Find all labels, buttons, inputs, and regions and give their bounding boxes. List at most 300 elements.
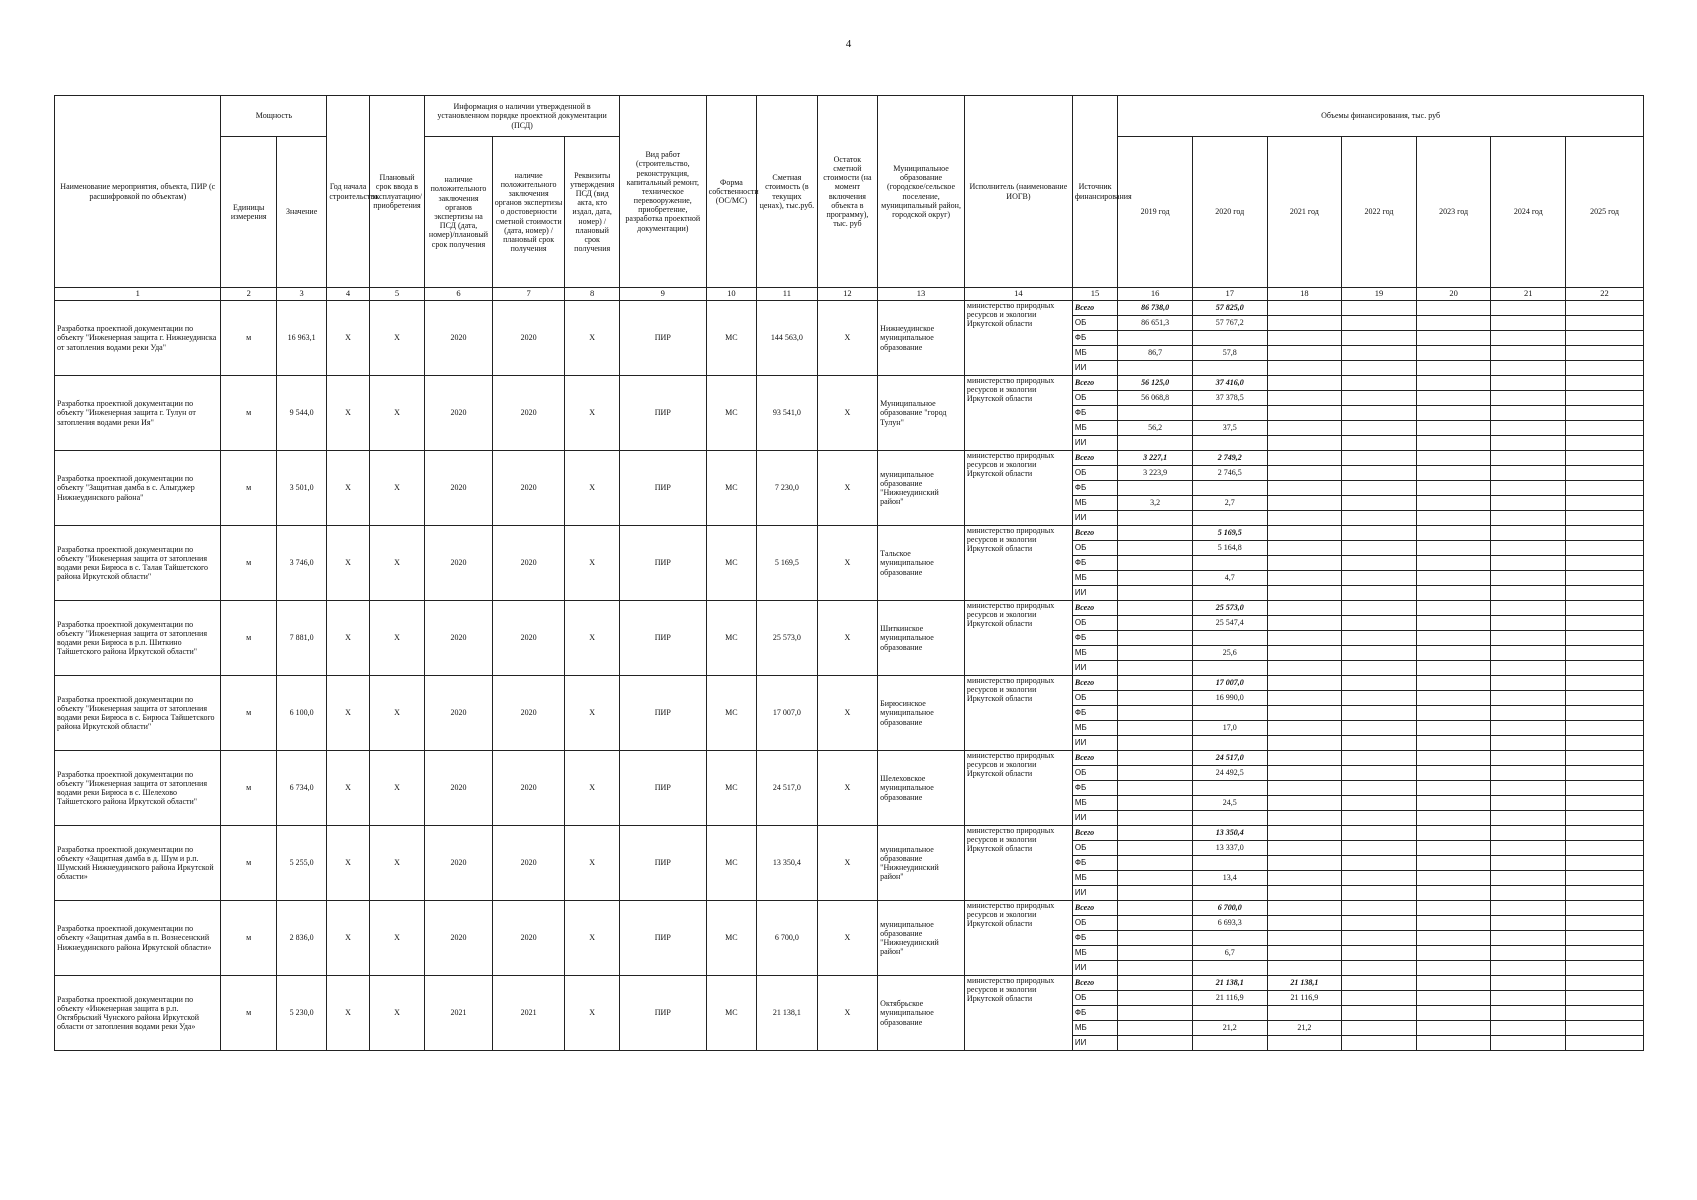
- funding-cell: [1416, 466, 1491, 481]
- funding-cell: [1416, 1021, 1491, 1036]
- funding-cell: [1566, 736, 1644, 751]
- ownership-cell: МС: [706, 601, 756, 676]
- start-year-cell: Х: [327, 601, 369, 676]
- remaining-cost-cell: Х: [817, 376, 878, 451]
- source-label: Всего: [1072, 301, 1117, 316]
- funding-cell: [1267, 751, 1342, 766]
- funding-cell: [1566, 451, 1644, 466]
- funding-cell: [1342, 676, 1417, 691]
- funding-cell: [1267, 661, 1342, 676]
- column-number: 16: [1118, 288, 1193, 301]
- funding-cell: [1416, 586, 1491, 601]
- funding-cell: [1416, 841, 1491, 856]
- work-type-cell: ПИР: [619, 676, 706, 751]
- executor-cell: министерство природных ресурсов и экологии Иркутской области: [964, 901, 1072, 976]
- funding-cell: [1118, 571, 1193, 586]
- funding-cell: [1342, 316, 1417, 331]
- source-label: ОБ: [1072, 466, 1117, 481]
- value-cell: 7 881,0: [276, 601, 326, 676]
- funding-cell: [1416, 301, 1491, 316]
- funding-cell: [1566, 796, 1644, 811]
- psd-positive-cell: 2020: [425, 826, 493, 901]
- executor-cell: министерство природных ресурсов и экологии Иркутской области: [964, 826, 1072, 901]
- funding-cell: [1118, 511, 1193, 526]
- source-label: ИИ: [1072, 886, 1117, 901]
- source-label: Всего: [1072, 601, 1117, 616]
- table-row: [55, 751, 1644, 766]
- funding-cell: [1491, 586, 1566, 601]
- ownership-cell: МС: [706, 526, 756, 601]
- funding-cell: [1566, 601, 1644, 616]
- funding-cell: [1491, 676, 1566, 691]
- funding-cell: [1491, 526, 1566, 541]
- funding-cell: [1118, 766, 1193, 781]
- planned-date-cell: Х: [369, 751, 424, 826]
- funding-cell: [1192, 736, 1267, 751]
- funding-cell: [1566, 616, 1644, 631]
- column-number: 5: [369, 288, 424, 301]
- funding-cell: [1566, 931, 1644, 946]
- column-number: 18: [1267, 288, 1342, 301]
- funding-cell: [1118, 646, 1193, 661]
- funding-cell: [1566, 841, 1644, 856]
- funding-cell: 57 825,0: [1192, 301, 1267, 316]
- funding-cell: [1416, 901, 1491, 916]
- municipality-cell: Нижнеудинское муниципальное образование: [878, 301, 965, 376]
- funding-cell: [1416, 796, 1491, 811]
- funding-cell: [1491, 391, 1566, 406]
- value-cell: 3 501,0: [276, 451, 326, 526]
- planned-date-cell: Х: [369, 301, 424, 376]
- funding-cell: [1192, 331, 1267, 346]
- psd-reliability-cell: 2020: [492, 826, 565, 901]
- funding-cell: [1118, 931, 1193, 946]
- psd-reliability-cell: 2020: [492, 901, 565, 976]
- funding-cell: [1267, 586, 1342, 601]
- funding-cell: [1267, 451, 1342, 466]
- funding-cell: 17 007,0: [1192, 676, 1267, 691]
- unit-cell: м: [221, 676, 276, 751]
- header-year: 2024 год: [1491, 137, 1566, 288]
- funding-cell: 6 700,0: [1192, 901, 1267, 916]
- funding-cell: [1342, 391, 1417, 406]
- source-label: ОБ: [1072, 991, 1117, 1006]
- funding-cell: [1416, 691, 1491, 706]
- psd-positive-cell: 2020: [425, 901, 493, 976]
- funding-cell: [1416, 856, 1491, 871]
- table-row: [55, 451, 1644, 466]
- funding-cell: [1118, 871, 1193, 886]
- funding-cell: [1491, 616, 1566, 631]
- funding-cell: 24,5: [1192, 796, 1267, 811]
- header-start-year: Год начала строительства: [327, 96, 369, 288]
- funding-cell: [1491, 496, 1566, 511]
- funding-cell: [1491, 661, 1566, 676]
- psd-requisites-cell: Х: [565, 376, 620, 451]
- header-source: Источник финансирования: [1072, 96, 1117, 288]
- psd-positive-cell: 2020: [425, 451, 493, 526]
- remaining-cost-cell: Х: [817, 676, 878, 751]
- funding-cell: 25,6: [1192, 646, 1267, 661]
- value-cell: 3 746,0: [276, 526, 326, 601]
- funding-cell: [1416, 871, 1491, 886]
- funding-cell: [1342, 706, 1417, 721]
- funding-cell: [1416, 646, 1491, 661]
- funding-cell: [1491, 436, 1566, 451]
- funding-cell: [1192, 781, 1267, 796]
- funding-cell: 37,5: [1192, 421, 1267, 436]
- funding-cell: [1342, 421, 1417, 436]
- start-year-cell: Х: [327, 376, 369, 451]
- funding-cell: [1118, 436, 1193, 451]
- funding-cell: [1118, 406, 1193, 421]
- funding-cell: [1566, 556, 1644, 571]
- work-type-cell: ПИР: [619, 376, 706, 451]
- column-number: 10: [706, 288, 756, 301]
- funding-cell: [1342, 631, 1417, 646]
- funding-cell: [1416, 556, 1491, 571]
- funding-cell: [1491, 916, 1566, 931]
- funding-cell: [1118, 991, 1193, 1006]
- funding-cell: [1416, 781, 1491, 796]
- funding-cell: [1416, 541, 1491, 556]
- header-ownership: Форма собственности (ОС/МС): [706, 96, 756, 288]
- work-type-cell: ПИР: [619, 751, 706, 826]
- start-year-cell: Х: [327, 526, 369, 601]
- table-row: [55, 301, 1644, 316]
- ownership-cell: МС: [706, 451, 756, 526]
- funding-cell: [1342, 496, 1417, 511]
- funding-cell: [1267, 766, 1342, 781]
- funding-cell: [1491, 556, 1566, 571]
- funding-cell: [1267, 601, 1342, 616]
- header-year: 2023 год: [1416, 137, 1491, 288]
- funding-cell: [1566, 346, 1644, 361]
- estimated-cost-cell: 25 573,0: [757, 601, 818, 676]
- funding-cell: [1416, 436, 1491, 451]
- object-name: Разработка проектной документации по объекту «Защитная дамба в п. Вознесенский Нижнеудинского района Иркутской области»: [55, 901, 221, 976]
- column-number: 11: [757, 288, 818, 301]
- funding-cell: [1118, 1006, 1193, 1021]
- funding-cell: [1566, 481, 1644, 496]
- funding-cell: [1342, 451, 1417, 466]
- funding-cell: 21 116,9: [1267, 991, 1342, 1006]
- funding-cell: 13,4: [1192, 871, 1267, 886]
- funding-cell: [1192, 931, 1267, 946]
- funding-cell: [1267, 706, 1342, 721]
- unit-cell: м: [221, 601, 276, 676]
- funding-cell: [1342, 856, 1417, 871]
- ownership-cell: МС: [706, 976, 756, 1051]
- table-row: [55, 901, 1644, 916]
- work-type-cell: ПИР: [619, 301, 706, 376]
- funding-cell: [1118, 661, 1193, 676]
- funding-cell: [1342, 466, 1417, 481]
- funding-cell: [1118, 916, 1193, 931]
- funding-cell: [1192, 556, 1267, 571]
- header-capacity: Мощность: [221, 96, 327, 137]
- object-name: Разработка проектной документации по объекту "Инженерная защита от затопления водами реки Бирюса в с. Бирюса Тайшетского района Иркутской области": [55, 676, 221, 751]
- funding-cell: [1192, 481, 1267, 496]
- estimated-cost-cell: 13 350,4: [757, 826, 818, 901]
- municipality-cell: муниципальное образование "Нижнеудинский район": [878, 451, 965, 526]
- header-value: Значение: [276, 137, 326, 288]
- estimated-cost-cell: 21 138,1: [757, 976, 818, 1051]
- source-label: Всего: [1072, 676, 1117, 691]
- funding-cell: [1342, 871, 1417, 886]
- source-label: МБ: [1072, 421, 1117, 436]
- funding-cell: [1118, 331, 1193, 346]
- funding-cell: [1416, 886, 1491, 901]
- funding-cell: 2,7: [1192, 496, 1267, 511]
- funding-cell: [1491, 751, 1566, 766]
- source-label: МБ: [1072, 721, 1117, 736]
- funding-cell: 3 227,1: [1118, 451, 1193, 466]
- funding-cell: [1267, 316, 1342, 331]
- funding-cell: [1267, 796, 1342, 811]
- funding-cell: [1416, 391, 1491, 406]
- funding-cell: [1267, 856, 1342, 871]
- funding-cell: [1491, 601, 1566, 616]
- funding-cell: [1342, 886, 1417, 901]
- column-number: 9: [619, 288, 706, 301]
- funding-cell: [1491, 871, 1566, 886]
- funding-cell: 6,7: [1192, 946, 1267, 961]
- source-label: МБ: [1072, 946, 1117, 961]
- header-funding: Объемы финансирования, тыс. руб: [1118, 96, 1644, 137]
- source-label: ИИ: [1072, 1036, 1117, 1051]
- psd-requisites-cell: Х: [565, 526, 620, 601]
- header-year: 2020 год: [1192, 137, 1267, 288]
- funding-cell: [1491, 721, 1566, 736]
- funding-cell: [1118, 901, 1193, 916]
- funding-cell: [1491, 421, 1566, 436]
- start-year-cell: Х: [327, 826, 369, 901]
- funding-cell: 25 573,0: [1192, 601, 1267, 616]
- funding-cell: [1566, 316, 1644, 331]
- funding-cell: [1118, 751, 1193, 766]
- planned-date-cell: Х: [369, 901, 424, 976]
- funding-cell: [1566, 646, 1644, 661]
- funding-cell: [1491, 901, 1566, 916]
- funding-cell: [1192, 661, 1267, 676]
- funding-cell: [1491, 541, 1566, 556]
- funding-cell: [1566, 511, 1644, 526]
- funding-cell: [1566, 946, 1644, 961]
- executor-cell: министерство природных ресурсов и экологии Иркутской области: [964, 601, 1072, 676]
- funding-cell: [1267, 481, 1342, 496]
- municipality-cell: муниципальное образование "Нижнеудинский район": [878, 826, 965, 901]
- funding-cell: 86,7: [1118, 346, 1193, 361]
- funding-cell: [1342, 526, 1417, 541]
- column-number: 12: [817, 288, 878, 301]
- psd-requisites-cell: Х: [565, 751, 620, 826]
- funding-cell: [1267, 901, 1342, 916]
- unit-cell: м: [221, 526, 276, 601]
- unit-cell: м: [221, 376, 276, 451]
- funding-cell: [1267, 391, 1342, 406]
- funding-cell: [1192, 706, 1267, 721]
- source-label: ФБ: [1072, 406, 1117, 421]
- source-label: МБ: [1072, 871, 1117, 886]
- funding-cell: [1416, 361, 1491, 376]
- funding-cell: 86 738,0: [1118, 301, 1193, 316]
- funding-cell: [1267, 871, 1342, 886]
- funding-cell: [1491, 976, 1566, 991]
- funding-cell: 5 164,8: [1192, 541, 1267, 556]
- funding-cell: [1566, 826, 1644, 841]
- psd-positive-cell: 2020: [425, 301, 493, 376]
- source-label: ОБ: [1072, 841, 1117, 856]
- funding-cell: [1342, 751, 1417, 766]
- funding-cell: [1416, 1036, 1491, 1051]
- psd-positive-cell: 2020: [425, 376, 493, 451]
- column-number: 3: [276, 288, 326, 301]
- funding-cell: 57,8: [1192, 346, 1267, 361]
- funding-cell: [1118, 586, 1193, 601]
- funding-cell: [1491, 796, 1566, 811]
- column-number: 13: [878, 288, 965, 301]
- funding-cell: [1192, 1036, 1267, 1051]
- funding-cell: [1267, 421, 1342, 436]
- value-cell: 5 255,0: [276, 826, 326, 901]
- psd-positive-cell: 2021: [425, 976, 493, 1051]
- funding-cell: [1566, 856, 1644, 871]
- executor-cell: министерство природных ресурсов и экологии Иркутской области: [964, 976, 1072, 1051]
- funding-cell: 24 492,5: [1192, 766, 1267, 781]
- estimated-cost-cell: 7 230,0: [757, 451, 818, 526]
- column-number: 17: [1192, 288, 1267, 301]
- psd-reliability-cell: 2020: [492, 526, 565, 601]
- psd-positive-cell: 2020: [425, 601, 493, 676]
- funding-cell: [1491, 1036, 1566, 1051]
- source-label: ИИ: [1072, 361, 1117, 376]
- funding-cell: [1491, 691, 1566, 706]
- funding-cell: [1192, 961, 1267, 976]
- header-psd-info: Информация о наличии утвержденной в установленном порядке проектной документации (ПСД): [425, 96, 620, 137]
- funding-cell: [1118, 541, 1193, 556]
- funding-cell: 6 693,3: [1192, 916, 1267, 931]
- funding-cell: [1491, 781, 1566, 796]
- psd-requisites-cell: Х: [565, 976, 620, 1051]
- source-label: ИИ: [1072, 586, 1117, 601]
- psd-requisites-cell: Х: [565, 301, 620, 376]
- funding-cell: [1566, 421, 1644, 436]
- funding-cell: [1491, 826, 1566, 841]
- remaining-cost-cell: Х: [817, 976, 878, 1051]
- funding-cell: [1416, 976, 1491, 991]
- funding-cell: [1118, 526, 1193, 541]
- unit-cell: м: [221, 751, 276, 826]
- funding-cell: [1342, 616, 1417, 631]
- value-cell: 9 544,0: [276, 376, 326, 451]
- estimated-cost-cell: 24 517,0: [757, 751, 818, 826]
- funding-cell: [1416, 991, 1491, 1006]
- funding-cell: [1342, 556, 1417, 571]
- funding-cell: [1416, 766, 1491, 781]
- psd-positive-cell: 2020: [425, 526, 493, 601]
- remaining-cost-cell: Х: [817, 601, 878, 676]
- ownership-cell: МС: [706, 826, 756, 901]
- column-number: 7: [492, 288, 565, 301]
- unit-cell: м: [221, 901, 276, 976]
- funding-cell: [1267, 466, 1342, 481]
- funding-cell: [1342, 646, 1417, 661]
- funding-cell: [1566, 766, 1644, 781]
- funding-cell: [1416, 316, 1491, 331]
- funding-cell: [1491, 841, 1566, 856]
- source-label: ИИ: [1072, 661, 1117, 676]
- work-type-cell: ПИР: [619, 826, 706, 901]
- funding-cell: [1342, 826, 1417, 841]
- funding-cell: [1342, 301, 1417, 316]
- funding-cell: [1267, 811, 1342, 826]
- source-label: ОБ: [1072, 316, 1117, 331]
- table-body: [55, 301, 1644, 1051]
- municipality-cell: Октябрьское муниципальное образование: [878, 976, 965, 1051]
- funding-cell: [1491, 1006, 1566, 1021]
- funding-cell: [1118, 856, 1193, 871]
- funding-cell: [1566, 631, 1644, 646]
- funding-cell: [1416, 736, 1491, 751]
- funding-cell: [1342, 511, 1417, 526]
- header-psd-reliability: наличие положительного заключения органов экспертизы о достоверности сметной стоимости (дата, номер) / плановый срок получения: [492, 137, 565, 288]
- remaining-cost-cell: Х: [817, 751, 878, 826]
- funding-cell: 3,2: [1118, 496, 1193, 511]
- source-label: МБ: [1072, 646, 1117, 661]
- source-label: Всего: [1072, 376, 1117, 391]
- source-label: ФБ: [1072, 481, 1117, 496]
- source-label: МБ: [1072, 571, 1117, 586]
- funding-cell: [1342, 541, 1417, 556]
- object-name: Разработка проектной документации по объекту "Защитная дамба в с. Алыгджер Нижнеудинского района": [55, 451, 221, 526]
- funding-cell: [1267, 826, 1342, 841]
- column-number: 15: [1072, 288, 1117, 301]
- source-label: МБ: [1072, 1021, 1117, 1036]
- funding-cell: [1267, 1006, 1342, 1021]
- funding-cell: 13 337,0: [1192, 841, 1267, 856]
- funding-cell: [1416, 526, 1491, 541]
- source-label: ФБ: [1072, 931, 1117, 946]
- funding-cell: [1342, 976, 1417, 991]
- source-label: МБ: [1072, 346, 1117, 361]
- column-number: 4: [327, 288, 369, 301]
- funding-cell: [1491, 346, 1566, 361]
- executor-cell: министерство природных ресурсов и экологии Иркутской области: [964, 376, 1072, 451]
- funding-cell: [1267, 1036, 1342, 1051]
- funding-cell: [1566, 886, 1644, 901]
- funding-cell: [1342, 916, 1417, 931]
- source-label: Всего: [1072, 526, 1117, 541]
- remaining-cost-cell: Х: [817, 451, 878, 526]
- estimated-cost-cell: 5 169,5: [757, 526, 818, 601]
- header-psd-requisites: Реквизиты утверждения ПСД (вид акта, кто издал, дата, номер) / плановый срок получения: [565, 137, 620, 288]
- funding-cell: [1192, 511, 1267, 526]
- funding-cell: [1267, 571, 1342, 586]
- column-number: 14: [964, 288, 1072, 301]
- table-row: [55, 976, 1644, 991]
- source-label: ОБ: [1072, 616, 1117, 631]
- funding-cell: [1342, 796, 1417, 811]
- executor-cell: министерство природных ресурсов и экологии Иркутской области: [964, 526, 1072, 601]
- funding-cell: [1267, 646, 1342, 661]
- funding-cell: [1566, 871, 1644, 886]
- work-type-cell: ПИР: [619, 901, 706, 976]
- psd-positive-cell: 2020: [425, 751, 493, 826]
- funding-cell: [1342, 1021, 1417, 1036]
- executor-cell: министерство природных ресурсов и экологии Иркутской области: [964, 451, 1072, 526]
- funding-cell: [1342, 1036, 1417, 1051]
